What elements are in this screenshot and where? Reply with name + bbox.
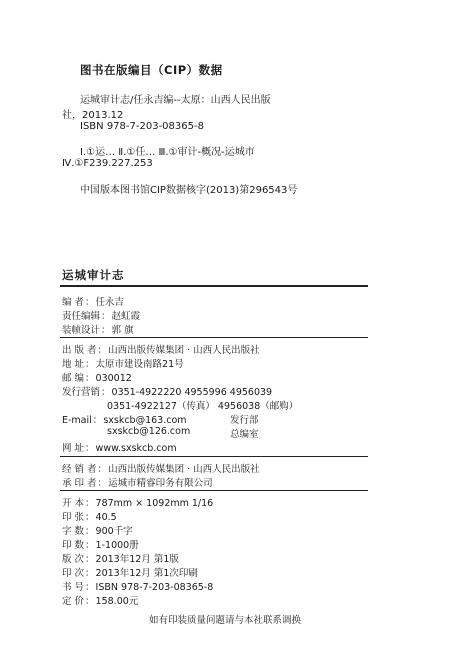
sheets-row: 印 张：40.5 (62, 509, 117, 523)
distributor-label: 经 销 者 (62, 464, 97, 475)
publisher-value: 山西出版传媒集团 · 山西人民出版社 (108, 345, 260, 356)
print-run-label: 印 数 (62, 540, 85, 551)
email-row: E-mail：sxskcb@163.com (62, 415, 187, 426)
edition-value: 2013年12月 第1版 (95, 554, 179, 565)
printer-value: 运城市精睿印务有限公司 (108, 478, 213, 489)
website-value: www.sxskcb.com (95, 443, 177, 454)
marketing-label: 发行营销 (62, 387, 101, 398)
email-value-2: sxskcb@126.com (107, 426, 191, 437)
word-count-row: 字 数：900千字 (62, 523, 133, 537)
email-label: E-mail (62, 415, 92, 426)
editor-value: 任永吉 (95, 297, 125, 308)
divider (60, 285, 368, 287)
address-label: 地 址 (62, 359, 85, 370)
website-label: 网 址 (62, 443, 85, 454)
cip-isbn: ISBN 978-7-203-08365-8 (80, 121, 204, 132)
publisher-label: 出 版 者 (62, 345, 97, 356)
distributor-row: 经 销 者：山西出版传媒集团 · 山西人民出版社 (62, 461, 260, 475)
price-row: 定 价：158.00元 (62, 593, 138, 607)
editor-label: 编 者 (62, 297, 85, 308)
distributor-value: 山西出版传媒集团 · 山西人民出版社 (108, 464, 260, 475)
cover-design-label: 装帧设计 (62, 325, 101, 336)
price-value: 158.00元 (95, 596, 139, 607)
zip-label: 邮 编 (62, 373, 85, 384)
cover-design-row: 装帧设计：郭 旗 (62, 322, 134, 336)
word-count-value: 900千字 (95, 526, 133, 537)
quality-notice: 如有印装质量问题请与本社联系调换 (148, 615, 301, 626)
responsible-editor-label: 责任编辑 (62, 311, 101, 322)
cip-record-number: 中国版本图书馆CIP数据核字(2013)第296543号 (80, 185, 298, 196)
printing-value: 2013年12月 第1次印刷 (95, 568, 198, 579)
email-value-1: sxskcb@163.com (103, 415, 187, 426)
editor-row: 编 者：任永吉 (62, 294, 124, 308)
print-run-row: 印 数：1-1000册 (62, 537, 139, 551)
isbn-row: 书 号：ISBN 978-7-203-08365-8 (62, 579, 213, 593)
cip-classification-cont: Ⅳ.①F239.227.253 (62, 158, 153, 169)
publisher-row: 出 版 者：山西出版传媒集团 · 山西人民出版社 (62, 342, 260, 356)
responsible-editor-row: 责任编辑：赵虹霞 (62, 308, 140, 322)
format-row: 开 本：787mm × 1092mm 1/16 (62, 495, 213, 509)
sheets-label: 印 张 (62, 512, 85, 523)
print-run-value: 1-1000册 (95, 540, 139, 551)
word-count-label: 字 数 (62, 526, 85, 537)
marketing-row: 发行营销：0351-4922220 4955996 4956039 (62, 384, 272, 398)
cover-design-value: 郭 旗 (111, 325, 134, 336)
cip-classification: Ⅰ.①运… Ⅱ.①任… Ⅲ.①审计-概况-运城市 (80, 147, 255, 158)
format-label: 开 本 (62, 498, 85, 509)
cip-catalog-line: 运城审计志/任永吉编--太原：山西人民出版 (80, 95, 271, 106)
email-dept-2: 总编室 (230, 429, 259, 440)
zip-row: 邮 编：030012 (62, 370, 132, 384)
address-row: 地 址：太原市建设南路21号 (62, 356, 184, 370)
edition-row: 版 次：2013年12月 第1版 (62, 551, 179, 565)
isbn-label: 书 号 (62, 582, 85, 593)
marketing-phones-cont: 0351-4922127（传真） 4956038（邮购） (107, 401, 299, 412)
book-title: 运城审计志 (62, 268, 125, 282)
sheets-value: 40.5 (95, 512, 117, 523)
printer-row: 承 印 者：运城市精睿印务有限公司 (62, 475, 213, 489)
address-value: 太原市建设南路21号 (95, 359, 184, 370)
printing-label: 印 次 (62, 568, 85, 579)
zip-value: 030012 (95, 373, 132, 384)
printing-row: 印 次：2013年12月 第1次印刷 (62, 565, 198, 579)
responsible-editor-value: 赵虹霞 (111, 311, 141, 322)
cip-heading: 图书在版编目（CIP）数据 (80, 63, 223, 77)
price-label: 定 价 (62, 596, 85, 607)
divider (60, 337, 368, 338)
divider (60, 490, 368, 491)
marketing-phones: 0351-4922220 4955996 4956039 (111, 387, 273, 398)
edition-label: 版 次 (62, 554, 85, 565)
divider (60, 456, 368, 457)
format-value: 787mm × 1092mm 1/16 (95, 498, 214, 509)
isbn-value: ISBN 978-7-203-08365-8 (95, 582, 214, 593)
website-row: 网 址：www.sxskcb.com (62, 440, 177, 454)
email-dept-1: 发行部 (230, 415, 259, 426)
printer-label: 承 印 者 (62, 478, 97, 489)
cip-catalog-line-cont: 社，2013.12 (62, 110, 124, 121)
